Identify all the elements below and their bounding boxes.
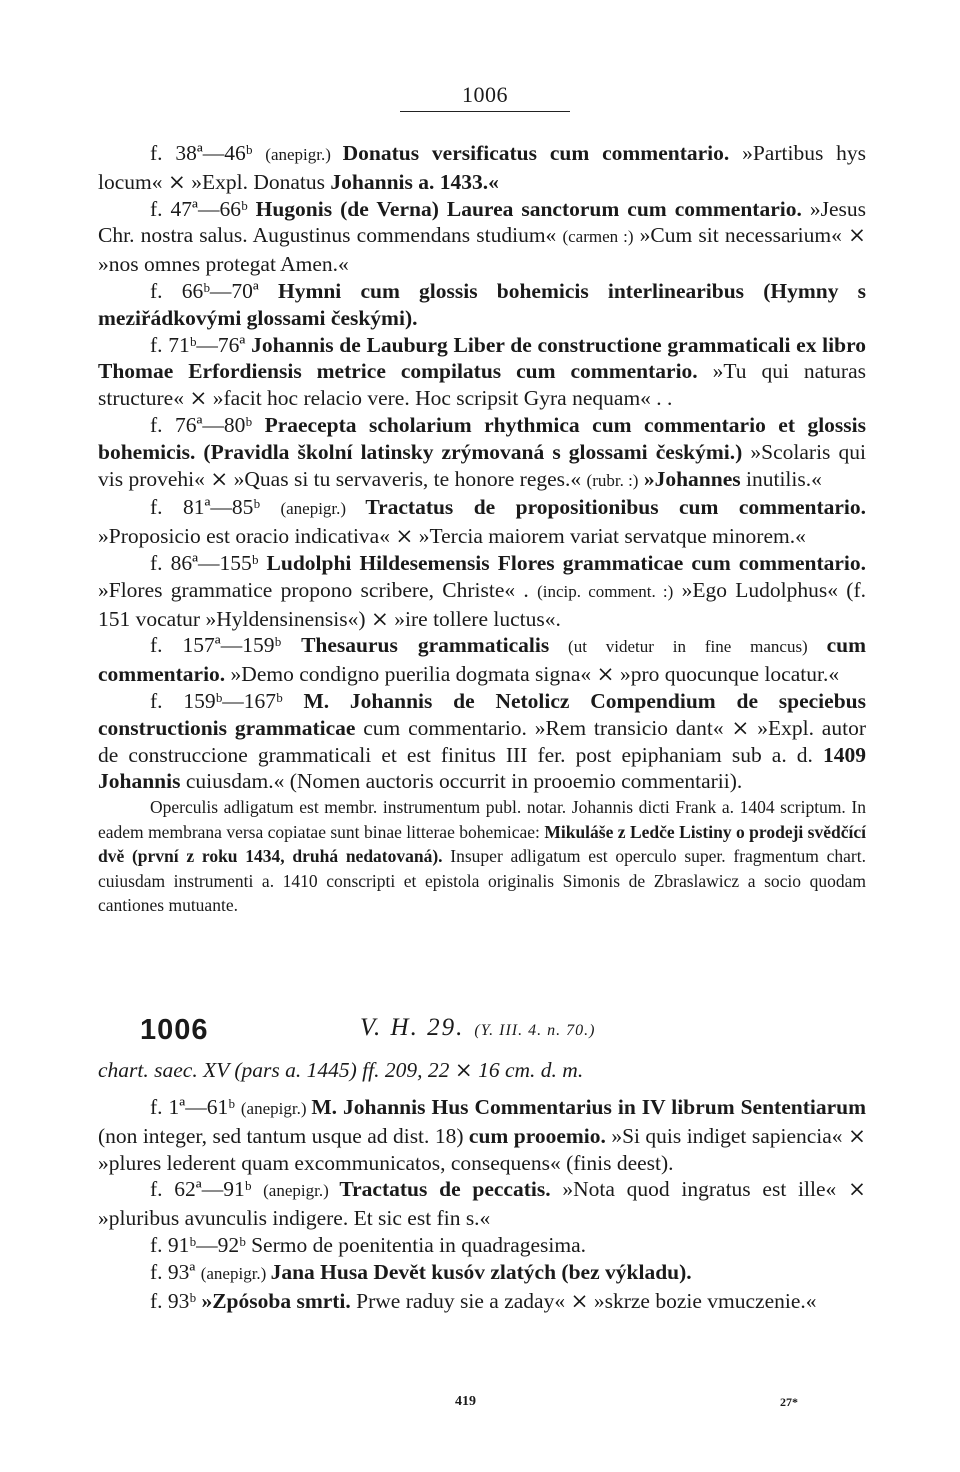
item-thesaurus: f. 157ª—159ᵇ Thesaurus grammaticalis (ut videtur in fine mancus) cum commentario. »Demo condigno puerilia dogmata signa« ⨯ »pro quocunque locatur.« — [98, 633, 866, 687]
previous-entry-contents — [98, 140, 866, 918]
item-hus-commentarius: f. 1ª—61ᵇ (anepigr.) M. Johannis Hus Commentarius in IV librum Sententiarum (non integer, sed tantum usque ad dist. 18) cum prooemio. »Si quis indiget sapiencia« ⨯ »plures lederent quam excommunicatos, consequens« (finis deest). — [98, 1095, 867, 1175]
item-lauburg: f. 71ᵇ—76ª Johannis de Lauburg Liber de constructione grammaticali ex libro Thomae Erfordiensis metrice compilatus cum commentario. »Tu qui naturas structure« ⨯ »facit hoc relacio vere. Hoc scripsit Gyra nequam« . . — [98, 332, 866, 411]
item-sermo: f. 91ᵇ—92ᵇ Sermo de poenitentia in quadragesima. — [150, 1232, 587, 1257]
item-hymni: f. 66ᵇ—70ª Hymni cum glossis bohemicis interlinearibus (Hymny s meziřádkovými glossami českými). — [98, 278, 866, 330]
item-hugonis: f. 47ª—66ᵇ Hugonis (de Verna) Laurea sanctorum cum commentario. »Jesus Chr. nostra salus. Augustinus commendans studium« (carmen :) »Cum sit necessarium« ⨯ »nos omnes protegat Amen.« — [98, 196, 867, 277]
page-number: 419 — [455, 1394, 476, 1409]
signature-mark: 27* — [780, 1395, 798, 1409]
entry-heading — [98, 1012, 866, 1056]
item-propositionibus: f. 81ª—85ᵇ (anepigr.) Tractatus de propositionibus cum commentario. »Proposicio est oracio indicativa« ⨯ »Tercia maiorem variat servatque minorem.« — [98, 495, 866, 549]
header-rule — [400, 111, 570, 112]
binding-note: Operculis adligatum est membr. instrumentum publ. notar. Johannis dicti Frank a. 1404 scriptum. In eadem membrana versa copiatae sunt binae litterae bohemicae: Mikuláše z Ledče Listiny o prodeji svědčící dvě (první z roku 1434, druhá nedatovaná). Insuper adligatum est operculo super. fragmentum chart. cuiusdam instrumenti a. 1410 conscripti et epistola originalis Simonis de Zbraslawicz a socio quodam cantiones mutuante. — [98, 797, 867, 916]
item-netolicz: f. 159ᵇ—167ᵇ M. Johannis de Netolicz Compendium de speciebus constructionis grammaticae cum commentario. »Rem transicio dant« ⨯ »Expl. autor de construccione grammaticali et est finitus III fer. post epiphaniam sub a. d. 1409 Johannis cuiusdam.« (Nomen auctoris occurrit in prooemio commentarii). — [98, 688, 866, 794]
entry-number: 1006 — [140, 1014, 209, 1046]
item-ludolphi: f. 86ª—155ᵇ Ludolphi Hildesemensis Flores grammaticae cum commentario. »Flores grammatice propono scribere, Christe« . (incip. comment. :) »Ego Ludolphus« (f. 151 vocatur »Hyldensinensis«) ⨯ »ire tollere luctus«. — [98, 550, 866, 631]
entry-contents — [98, 1094, 866, 1314]
item-praecepta: f. 76ª—80ᵇ Praecepta scholarium rhythmica cum commentario et glossis bohemicis. (Pravidla školní latinsky zrýmovaná s glossami českými.) »Scolaris qui vis provehi« ⨯ »Quas si tu servaveris, te honore reges.« (rubr. :) »Johannes inutilis.« — [98, 412, 866, 491]
running-head: 1006 — [462, 82, 508, 107]
entry-description: chart. saec. XV (pars a. 1445) ff. 209, 22 ⨯ 16 cm. d. m. — [98, 1058, 584, 1082]
item-zposoba-smrti: f. 93ᵇ »Zpósoba smrti. Prwe raduy sie a zaday« ⨯ »skrze bozie vmuczenie.« — [150, 1288, 817, 1313]
item-peccatis: f. 62ª—91ᵇ (anepigr.) Tractatus de peccatis. »Nota quod ingratus est ille« ⨯ »pluribus avunculis indigere. Et sic est fin s.« — [98, 1177, 867, 1231]
item-devet-kusov: f. 93ª (anepigr.) Jana Husa Devět kusóv zlatých (bez výkladu). — [150, 1259, 692, 1284]
shelfmark: V. H. 29. (Y. III. 4. n. 70.) — [360, 1014, 596, 1041]
old-signature: (Y. III. 4. n. 70.) — [474, 1022, 596, 1039]
item-donatus: f. 38ª—46ᵇ (anepigr.) Donatus versificatus cum commentario. »Partibus hys locum« ⨯ »Expl. Donatus Johannis a. 1433.« — [98, 141, 867, 194]
